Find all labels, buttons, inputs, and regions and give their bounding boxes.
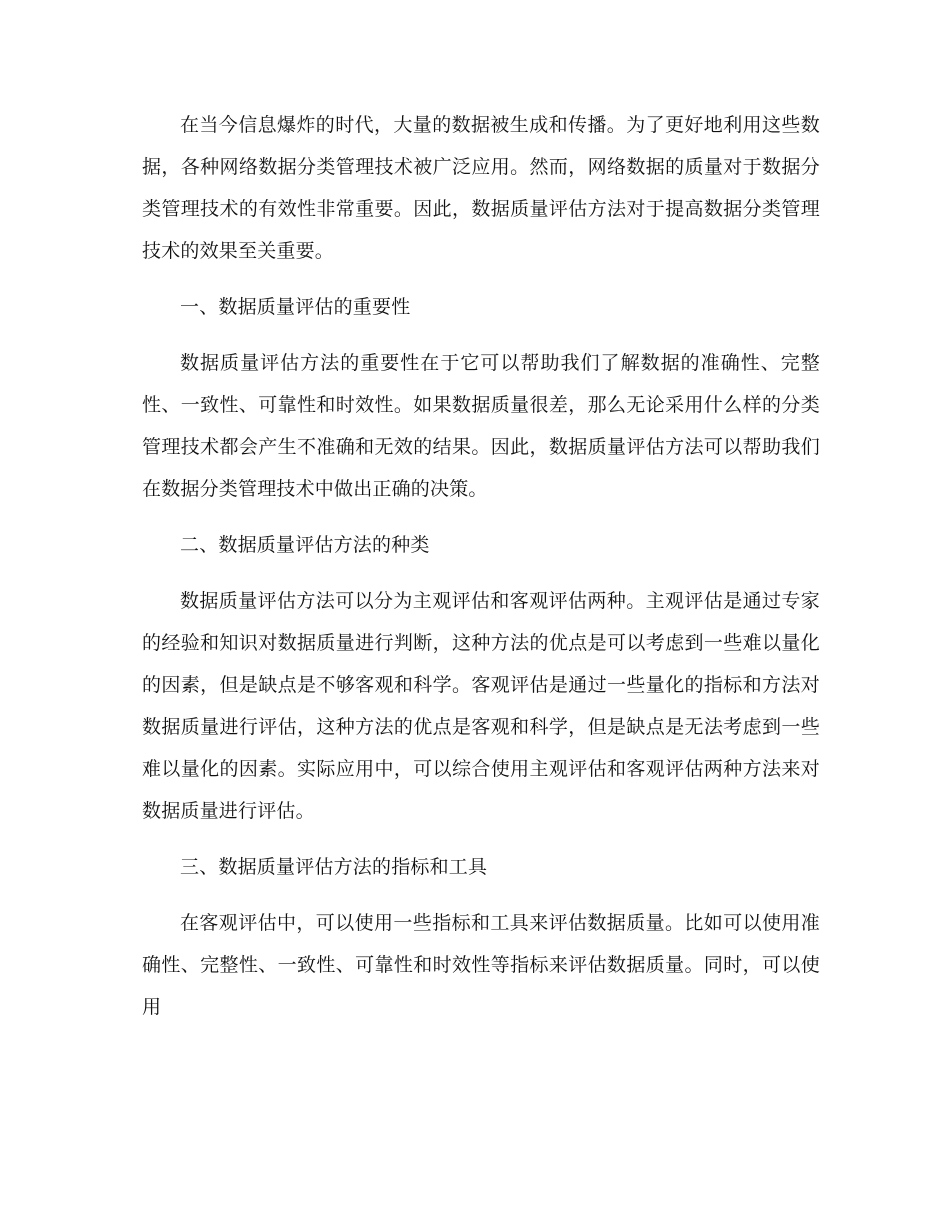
section-2-heading: 二、数据质量评估方法的种类 bbox=[180, 534, 430, 556]
section-2-body: 数据质量评估方法可以分为主观评估和客观评估两种。主观评估是通过专家的经验和知识对数据质量进行判断，这种方法的优点是可以考虑到一些难以量化的因素，但是缺点是不够客观和科学。客观评估是通过一些量化的指标和方法对数据质量进行评估，这种方法的优点是客观和科学，但是缺点是无法考虑到一些难以量化的因素。实际应用中，可以综合使用主观评估和客观评估两种方法来对数据质量进行评估。 bbox=[142, 590, 820, 822]
section-3-heading: 三、数据质量评估方法的指标和工具 bbox=[180, 856, 488, 878]
spacer bbox=[142, 566, 820, 580]
spacer bbox=[142, 328, 820, 342]
intro-paragraph: 在当今信息爆炸的时代，大量的数据被生成和传播。为了更好地利用这些数据，各种网络数据分类管理技术被广泛应用。然而，网络数据的质量对于数据分类管理技术的有效性非常重要。因此，数据质量评估方法对于提高数据分类管理技术的效果至关重要。 bbox=[142, 114, 820, 262]
section-3-body: 在客观评估中，可以使用一些指标和工具来评估数据质量。比如可以使用准确性、完整性、一致性、可靠性和时效性等指标来评估数据质量。同时，可以使用 bbox=[142, 912, 820, 1018]
spacer bbox=[142, 832, 820, 846]
spacer bbox=[142, 510, 820, 524]
spacer bbox=[142, 888, 820, 902]
spacer bbox=[142, 272, 820, 286]
section-1-body: 数据质量评估方法的重要性在于它可以帮助我们了解数据的准确性、完整性、一致性、可靠性和时效性。如果数据质量很差，那么无论采用什么样的分类管理技术都会产生不准确和无效的结果。因此，数据质量评估方法可以帮助我们在数据分类管理技术中做出正确的决策。 bbox=[142, 352, 820, 500]
section-1-heading: 一、数据质量评估的重要性 bbox=[180, 296, 411, 318]
document-page bbox=[142, 104, 820, 1028]
